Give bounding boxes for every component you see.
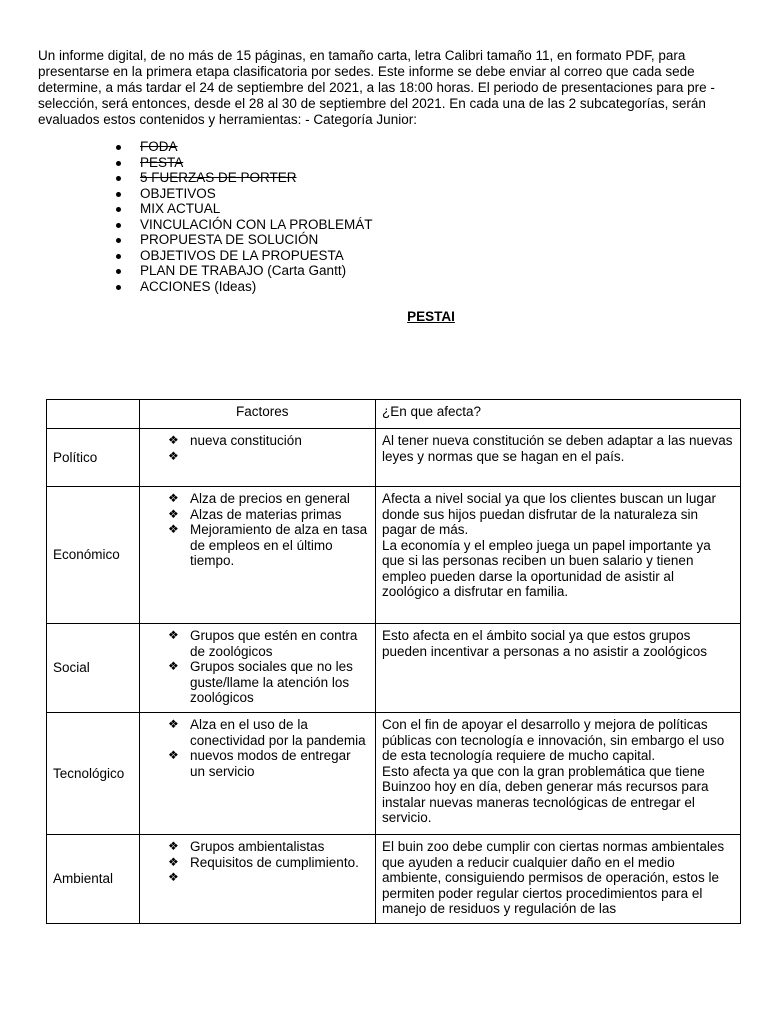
table-row [47,624,741,713]
factor-item [168,659,369,706]
bullet-icon [116,161,121,166]
checklist-item-label: PROPUESTA DE SOLUCIÓN [140,232,319,247]
factor-item-label: Alza de precios en general [190,491,350,506]
diamond-bullet-icon: ❖ [168,839,179,853]
checklist-item-label: PLAN DE TRABAJO (Carta Gantt) [140,263,347,278]
factor-name: Tecnológico [47,713,140,835]
factor-item [168,839,369,855]
factor-item [168,748,369,779]
bullet-icon [116,238,121,243]
checklist-item-label: FODA [140,139,178,154]
factor-item-label: Mejoramiento de alza en tasa de empleos en el último tiempo. [190,522,368,568]
factor-name: Social [47,624,140,713]
factor-items [140,835,376,924]
factor-item [168,449,369,465]
bullet-icon [116,223,121,228]
factor-item-label: nuevos modos de entregar un servicio [190,748,351,779]
factor-item-label: Grupos que estén en contra de zoológicos [190,628,358,659]
factor-item [168,491,369,507]
factor-item-label: nueva constitución [190,433,302,448]
checklist-item-label: VINCULACIÓN CON LA PROBLEMÁT [140,216,373,232]
diamond-bullet-icon: ❖ [168,659,179,673]
factor-item [168,433,369,449]
checklist-item-label: OBJETIVOS DE LA PROPUESTA [140,247,344,263]
factor-item [168,522,369,569]
diamond-bullet-icon: ❖ [168,448,179,463]
diamond-bullet-icon: ❖ [168,870,179,884]
effect-text [376,429,741,487]
table-header-row [47,400,741,429]
header-cell-afecta: ¿En que afecta? [376,400,741,429]
header-cell-empty [47,400,140,429]
section-heading: PESTAI [407,309,455,324]
checklist-item-label: ACCIONES (Ideas) [140,278,257,294]
factor-name: Político [47,429,140,487]
factor-name: Económico [47,487,140,624]
effect-paragraph: La economía y el empleo juega un papel importante ya que si las personas reciben un buen salario y tienen empleo pueden darse la oportunidad de asistir al zoológico a disfrutar en familia. [382,537,711,599]
pestai-table [46,399,741,924]
diamond-bullet-icon: ❖ [168,433,179,447]
bullet-icon [116,176,121,181]
factor-item-label: Grupos sociales que no les guste/llame la atención los zoológicos [190,659,353,705]
bullet-icon [116,207,121,212]
table-row [47,429,741,487]
effect-text [376,487,741,624]
factor-item [168,855,369,871]
bullet-icon [116,285,121,290]
diamond-bullet-icon: ❖ [168,717,179,731]
diamond-bullet-icon: ❖ [168,854,179,869]
factor-item [168,628,369,659]
factor-item-label: Requisitos de cumplimiento. [190,854,359,870]
intro-paragraph: Un informe digital, de no más de 15 páginas, en tamaño carta, letra Calibri tamaño 11, en formato PDF, para presentarse en la primera etapa clasificatoria por sedes. Este informe se debe enviar al correo que cada sede determine, a más tardar el 24 de septiembre del 2021, a las 18:00 horas. El periodo de presentaciones para pre - selección, será entonces, desde el 28 al 30 de septiembre del 2021. En cada una de las 2 subcategorías, serán evaluados estos contenidos y herramientas: - Categoría Junior: [38,48,715,127]
factor-items [140,624,376,713]
effect-paragraph: Esto afecta en el ámbito social ya que estos grupos pueden incentivar a personas a no asistir a zoológicos [382,628,707,659]
table-row [47,713,741,835]
factor-items [140,429,376,487]
diamond-bullet-icon: ❖ [168,522,179,536]
checklist-item-label: MIX ACTUAL [140,201,221,216]
bullet-icon [116,254,121,259]
diamond-bullet-icon: ❖ [168,748,179,762]
diamond-bullet-icon: ❖ [168,506,179,521]
diamond-bullet-icon: ❖ [168,491,179,505]
factor-items [140,487,376,624]
factor-items [140,713,376,835]
factor-item [168,870,369,886]
bullet-icon [116,145,121,150]
bullet-icon [116,192,121,197]
effect-paragraph: El buin zoo debe cumplir con ciertas normas ambientales que ayuden a reducir cualquier daño en el medio ambiente, consiguiendo permisos de operación, estos le permiten poder regular ciertos procedimientos para el manejo de residuos y regulación de las [382,839,725,916]
checklist-item-label: PESTA [140,154,184,170]
effect-text [376,713,741,835]
factor-item-label: Alza en el uso de la conectividad por la pandemia [190,717,366,748]
checklist-item-label: OBJETIVOS [140,185,216,201]
effect-paragraph: Afecta a nivel social ya que los clientes buscan un lugar donde sus hijos puedan disfrutar de la naturaleza sin pagar de más. [382,491,716,537]
checklist-item-label: 5 FUERZAS DE PORTER [140,170,297,185]
factor-item-label: Alzas de materias primas [190,506,342,522]
effect-paragraph: Al tener nueva constitución se deben adaptar a las nuevas leyes y normas que se hagan en el país. [382,433,733,464]
effect-paragraph: Con el fin de apoyar el desarrollo y mejora de políticas públicas con tecnología e innovación, sin embargo el uso de esta tecnología requiere de mucho capital. [382,717,725,763]
effect-text [376,624,741,713]
factor-item-label: Grupos ambientalistas [190,839,325,854]
factor-name: Ambiental [47,835,140,924]
table-row [47,487,741,624]
bullet-icon [116,269,121,274]
diamond-bullet-icon: ❖ [168,628,179,642]
factor-item [168,507,369,523]
factor-item [168,717,369,748]
header-cell-factores: Factores [140,400,376,429]
effect-text [376,835,741,924]
table-row [47,835,741,924]
effect-paragraph: Esto afecta ya que con la gran problemática que tiene Buinzoo hoy en día, deben generar más recursos para instalar nuevas maneras tecnológicas de entregar el servicio. [382,763,709,825]
